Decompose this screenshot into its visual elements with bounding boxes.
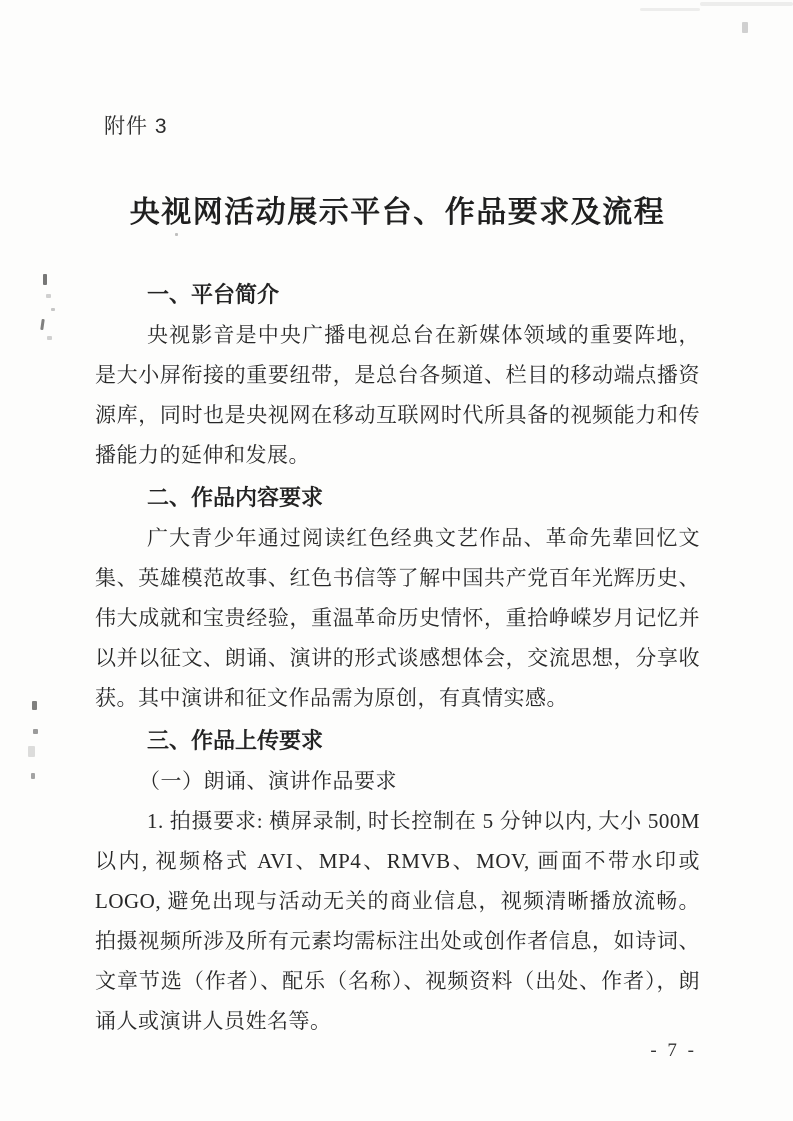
page-number: - 7 - xyxy=(650,1040,697,1061)
ink-mark xyxy=(33,729,38,734)
section-3-paragraph: 1. 拍摄要求: 横屏录制, 时长控制在 5 分钟以内, 大小 500M 以内, 视频格式 AVI、MP4、RMVB、MOV, 画面不带水印或 LOGO, 避免出现与活动无关的商业信息，视频清晰播放流畅。拍摄视频所涉及所有元素均需标注出处或创作者信息，如诗词、文章节选（作者）、配乐（名称）、视频资料（出处、作者），朗诵人或演讲人员姓名等。 xyxy=(95,809,700,1033)
scan-streak xyxy=(700,2,793,6)
section-2-paragraph: 广大青少年通过阅读红色经典文艺作品、革命先辈回忆文集、英雄模范故事、红色书信等了解中国共产党百年光辉历史、伟大成就和宝贵经验，重温革命历史情怀，重拾峥嵘岁月记忆并以并以征文、朗诵、演讲的形式谈感想体会，交流思想，分享收获。其中演讲和征文作品需为原创，有真情实感。 xyxy=(95,526,700,710)
document-title: 央视网活动展示平台、作品要求及流程 xyxy=(129,196,666,229)
section-1-paragraph: 央视影音是中央广播电视总台在新媒体领域的重要阵地，是大小屏衔接的重要纽带，是总台各频道、栏目的移动端点播资源库，同时也是央视网在移动互联网时代所具备的视频能力和传播能力的延伸和发展。 xyxy=(95,323,700,467)
document-content xyxy=(95,0,700,1041)
ink-mark xyxy=(46,294,51,298)
ink-mark xyxy=(47,336,52,340)
ink-mark xyxy=(32,701,37,710)
section-2-heading: 二、作品内容要求 xyxy=(147,485,324,510)
ink-mark xyxy=(43,274,47,285)
scan-streak xyxy=(640,8,700,11)
ink-mark xyxy=(742,22,748,33)
ink-mark xyxy=(175,233,178,236)
ink-mark xyxy=(51,308,55,311)
section-3-subheading: （一）朗诵、演讲作品要求 xyxy=(139,769,397,793)
section-3-heading: 三、作品上传要求 xyxy=(147,728,324,753)
section-1-heading: 一、平台简介 xyxy=(147,282,280,307)
ink-mark xyxy=(40,319,45,330)
ink-mark xyxy=(28,746,35,757)
ink-mark xyxy=(31,773,35,779)
attachment-label: 附件 3 xyxy=(104,115,168,138)
